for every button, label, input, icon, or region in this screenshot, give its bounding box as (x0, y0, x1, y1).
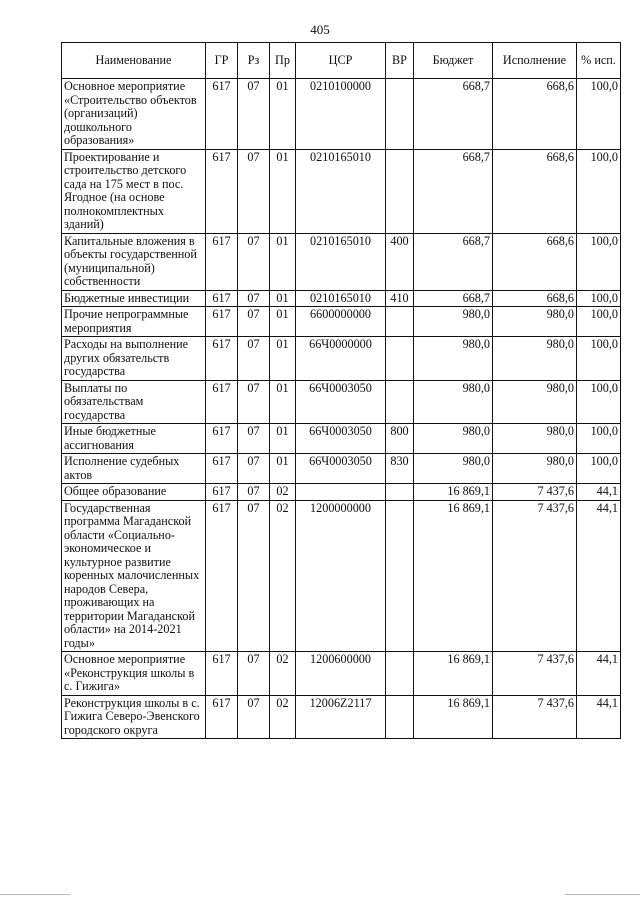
cell-execution: 980,0 (493, 307, 577, 337)
cell-execution: 668,6 (493, 233, 577, 290)
cell-gr: 617 (206, 380, 238, 424)
cell-pct: 100,0 (577, 424, 621, 454)
cell-gr: 617 (206, 149, 238, 233)
table-row (62, 695, 621, 739)
cell-execution: 7 437,6 (493, 695, 577, 739)
cell-execution: 980,0 (493, 337, 577, 381)
cell-name: Расходы на выполнение других обязательств государства (62, 337, 206, 381)
cell-pr: 01 (270, 149, 296, 233)
cell-gr: 617 (206, 695, 238, 739)
cell-vr: 400 (386, 233, 414, 290)
cell-vr (386, 149, 414, 233)
cell-pct: 100,0 (577, 233, 621, 290)
cell-vr (386, 79, 414, 150)
cell-rz: 07 (238, 652, 270, 696)
cell-pr: 02 (270, 695, 296, 739)
table-row (62, 79, 621, 150)
cell-pr: 02 (270, 500, 296, 652)
cell-pr: 01 (270, 380, 296, 424)
cell-rz: 07 (238, 233, 270, 290)
cell-csr: 66Ч0000000 (296, 337, 386, 381)
cell-execution: 7 437,6 (493, 484, 577, 501)
header-gr: ГР (206, 43, 238, 79)
table-row (62, 149, 621, 233)
cell-csr: 0210165010 (296, 290, 386, 307)
cell-execution: 980,0 (493, 380, 577, 424)
header-csr: ЦСР (296, 43, 386, 79)
cell-vr (386, 500, 414, 652)
cell-pr: 01 (270, 454, 296, 484)
cell-pr: 02 (270, 652, 296, 696)
cell-name: Проектирование и строительство детского сада на 175 мест в пос. Ягодное (на основе полнокомплектных зданий) (62, 149, 206, 233)
table-row (62, 233, 621, 290)
page-number: 405 (310, 22, 330, 37)
cell-name: Общее образование (62, 484, 206, 501)
cell-gr: 617 (206, 307, 238, 337)
cell-execution: 7 437,6 (493, 500, 577, 652)
table-header-row (62, 43, 621, 79)
header-rz: Рз (238, 43, 270, 79)
cell-gr: 617 (206, 424, 238, 454)
cell-budget: 668,7 (414, 79, 493, 150)
cell-pr: 01 (270, 290, 296, 307)
cell-budget: 668,7 (414, 290, 493, 307)
cell-csr: 1200000000 (296, 500, 386, 652)
scan-edge-mark (0, 894, 70, 895)
header-budget: Бюджет (414, 43, 493, 79)
cell-vr: 800 (386, 424, 414, 454)
cell-budget: 980,0 (414, 424, 493, 454)
table-row (62, 337, 621, 381)
cell-csr: 12006Z2117 (296, 695, 386, 739)
table-row (62, 500, 621, 652)
cell-rz: 07 (238, 484, 270, 501)
cell-budget: 16 869,1 (414, 652, 493, 696)
header-execution: Исполнение (493, 43, 577, 79)
table-row (62, 484, 621, 501)
cell-budget: 16 869,1 (414, 695, 493, 739)
cell-pr: 01 (270, 79, 296, 150)
cell-csr: 66Ч0003050 (296, 454, 386, 484)
cell-name: Основное мероприятие «Строительство объектов (организаций) дошкольного образования» (62, 79, 206, 150)
cell-name: Бюджетные инвестиции (62, 290, 206, 307)
table-row (62, 424, 621, 454)
table-row (62, 290, 621, 307)
header-pct: % исп. (577, 43, 621, 79)
cell-gr: 617 (206, 233, 238, 290)
cell-pct: 100,0 (577, 380, 621, 424)
cell-rz: 07 (238, 454, 270, 484)
cell-execution: 7 437,6 (493, 652, 577, 696)
cell-name: Исполнение судебных актов (62, 454, 206, 484)
cell-name: Прочие непрограммные мероприятия (62, 307, 206, 337)
cell-pct: 44,1 (577, 500, 621, 652)
cell-name: Реконструкция школы в с. Гижига Северо-Эвенского городского округа (62, 695, 206, 739)
cell-pct: 100,0 (577, 337, 621, 381)
cell-rz: 07 (238, 149, 270, 233)
cell-rz: 07 (238, 695, 270, 739)
cell-name: Основное мероприятие «Реконструкция школы в с. Гижига» (62, 652, 206, 696)
cell-budget: 16 869,1 (414, 484, 493, 501)
cell-pr: 02 (270, 484, 296, 501)
cell-vr (386, 337, 414, 381)
scan-edge-mark (565, 894, 640, 895)
cell-csr: 66Ч0003050 (296, 424, 386, 454)
table-row (62, 307, 621, 337)
cell-budget: 668,7 (414, 233, 493, 290)
cell-pct: 44,1 (577, 695, 621, 739)
cell-name: Иные бюджетные ассигнования (62, 424, 206, 454)
cell-budget: 980,0 (414, 454, 493, 484)
cell-gr: 617 (206, 500, 238, 652)
cell-rz: 07 (238, 290, 270, 307)
cell-pr: 01 (270, 337, 296, 381)
cell-vr (386, 652, 414, 696)
cell-pct: 44,1 (577, 652, 621, 696)
cell-rz: 07 (238, 307, 270, 337)
cell-gr: 617 (206, 337, 238, 381)
cell-rz: 07 (238, 337, 270, 381)
table-row (62, 454, 621, 484)
cell-gr: 617 (206, 454, 238, 484)
cell-gr: 617 (206, 652, 238, 696)
cell-name: Государственная программа Магаданской области «Социально-экономическое и культурное развитие коренных малочисленных народов Севера, проживающих на территории Магаданской области» на 2014-2021 годы» (62, 500, 206, 652)
cell-budget: 980,0 (414, 380, 493, 424)
cell-rz: 07 (238, 79, 270, 150)
cell-execution: 668,6 (493, 79, 577, 150)
cell-pct: 100,0 (577, 290, 621, 307)
cell-csr: 6600000000 (296, 307, 386, 337)
cell-budget: 980,0 (414, 307, 493, 337)
cell-execution: 980,0 (493, 424, 577, 454)
cell-csr: 0210165010 (296, 149, 386, 233)
cell-gr: 617 (206, 79, 238, 150)
cell-budget: 16 869,1 (414, 500, 493, 652)
cell-vr (386, 380, 414, 424)
cell-vr (386, 484, 414, 501)
cell-csr (296, 484, 386, 501)
cell-pr: 01 (270, 233, 296, 290)
cell-rz: 07 (238, 380, 270, 424)
budget-execution-table (61, 42, 621, 739)
header-pr: Пр (270, 43, 296, 79)
header-vr: ВР (386, 43, 414, 79)
cell-csr: 66Ч0003050 (296, 380, 386, 424)
cell-pct: 44,1 (577, 484, 621, 501)
table-row (62, 652, 621, 696)
cell-name: Капитальные вложения в объекты государственной (муниципальной) собственности (62, 233, 206, 290)
cell-pct: 100,0 (577, 149, 621, 233)
table-row (62, 380, 621, 424)
cell-budget: 668,7 (414, 149, 493, 233)
cell-name: Выплаты по обязательствам государства (62, 380, 206, 424)
cell-pr: 01 (270, 424, 296, 454)
cell-csr: 0210165010 (296, 233, 386, 290)
cell-pr: 01 (270, 307, 296, 337)
cell-csr: 0210100000 (296, 79, 386, 150)
header-name: Наименование (62, 43, 206, 79)
cell-execution: 668,6 (493, 290, 577, 307)
cell-vr: 410 (386, 290, 414, 307)
cell-budget: 980,0 (414, 337, 493, 381)
cell-vr (386, 695, 414, 739)
cell-pct: 100,0 (577, 79, 621, 150)
cell-execution: 980,0 (493, 454, 577, 484)
table-body (62, 79, 621, 739)
cell-csr: 1200600000 (296, 652, 386, 696)
cell-gr: 617 (206, 484, 238, 501)
cell-vr: 830 (386, 454, 414, 484)
cell-rz: 07 (238, 500, 270, 652)
cell-execution: 668,6 (493, 149, 577, 233)
cell-vr (386, 307, 414, 337)
cell-pct: 100,0 (577, 454, 621, 484)
cell-pct: 100,0 (577, 307, 621, 337)
cell-rz: 07 (238, 424, 270, 454)
cell-gr: 617 (206, 290, 238, 307)
